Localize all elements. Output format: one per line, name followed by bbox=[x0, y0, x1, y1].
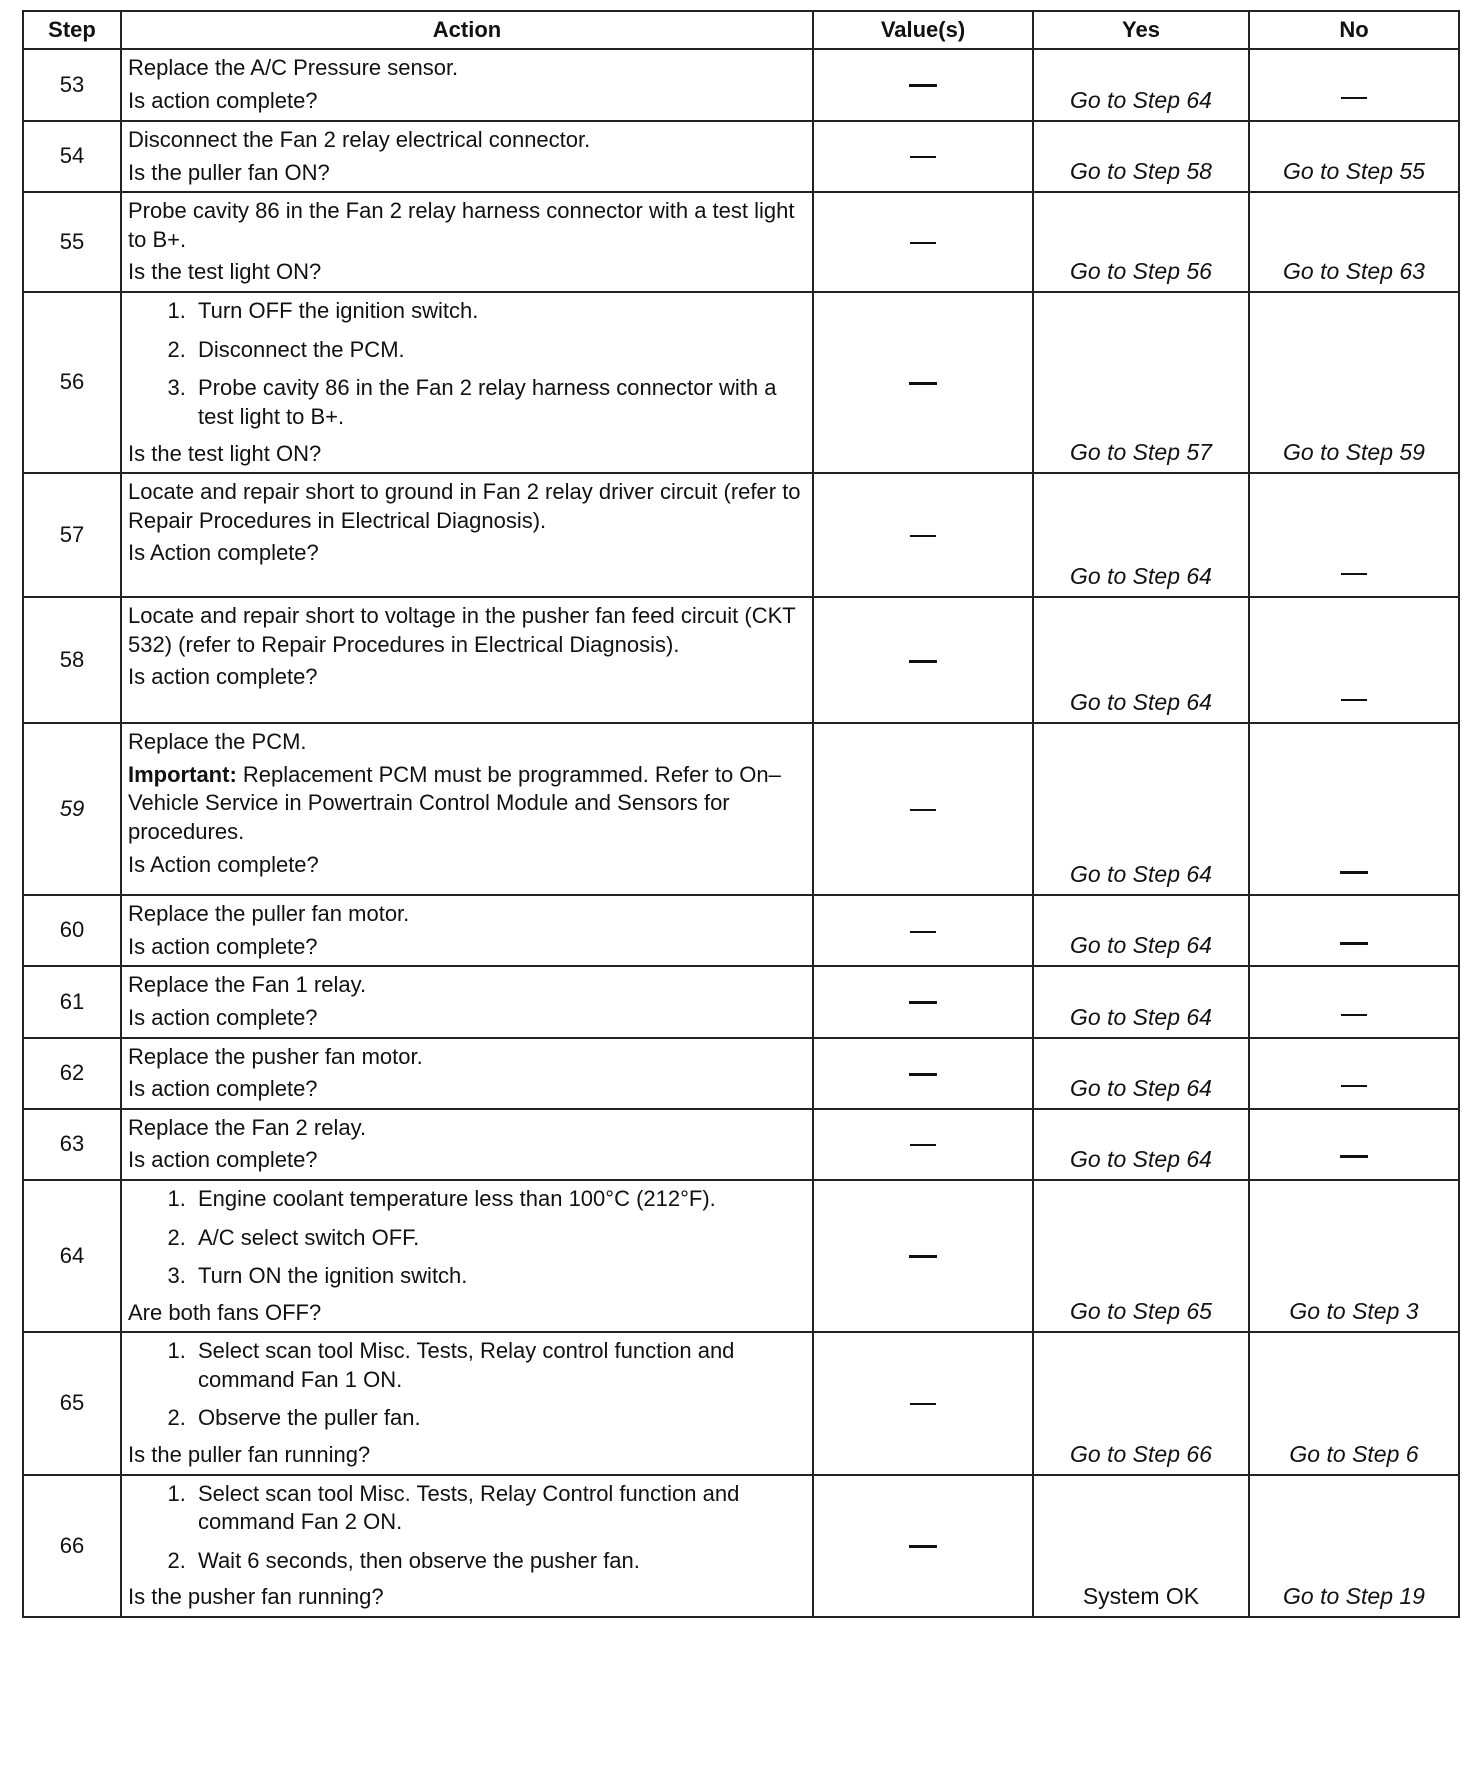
dash-mark bbox=[1341, 97, 1367, 99]
value-cell bbox=[813, 895, 1033, 966]
dash-mark bbox=[1341, 699, 1367, 701]
no-cell bbox=[1249, 1109, 1459, 1180]
question-text: Is action complete? bbox=[128, 1147, 318, 1173]
step-number: 55 bbox=[23, 192, 121, 292]
dash-mark bbox=[910, 242, 936, 244]
step-number: 65 bbox=[23, 1332, 121, 1474]
action-cell bbox=[121, 49, 813, 121]
step-number: 64 bbox=[23, 1180, 121, 1332]
table-row bbox=[23, 597, 1459, 723]
yes-cell: System OK bbox=[1033, 1475, 1249, 1617]
action-cell bbox=[121, 292, 813, 473]
step-number: 66 bbox=[23, 1475, 121, 1617]
value-cell bbox=[813, 1332, 1033, 1474]
action-cell bbox=[121, 723, 813, 895]
question-text: Is the puller fan ON? bbox=[128, 159, 330, 185]
dash-mark bbox=[910, 1144, 936, 1146]
substep-item: 3. Turn ON the ignition switch. bbox=[192, 1262, 806, 1291]
no-cell bbox=[1249, 49, 1459, 121]
dash-mark bbox=[1340, 942, 1368, 945]
value-cell bbox=[813, 49, 1033, 121]
yes-cell: Go to Step 58 bbox=[1033, 121, 1249, 192]
step-number: 54 bbox=[23, 121, 121, 192]
value-cell bbox=[813, 192, 1033, 292]
no-cell bbox=[1249, 723, 1459, 895]
action-cell bbox=[121, 121, 813, 192]
important-text: Replacement PCM must be programmed. Refer to On–Vehicle Service in Powertrain Control Module and Sensors for procedures. bbox=[128, 761, 781, 844]
dash-mark bbox=[909, 1001, 937, 1004]
table-row bbox=[23, 49, 1459, 121]
value-cell bbox=[813, 597, 1033, 723]
step-number: 63 bbox=[23, 1109, 121, 1180]
no-cell: Go to Step 63 bbox=[1249, 192, 1459, 292]
action-text: Replace the pusher fan motor. bbox=[128, 1043, 423, 1069]
no-cell: Go to Step 3 bbox=[1249, 1180, 1459, 1332]
dash-mark bbox=[909, 1255, 937, 1258]
action-cell bbox=[121, 1180, 813, 1332]
table-row bbox=[23, 192, 1459, 292]
step-number: 61 bbox=[23, 966, 121, 1037]
substep-item: 2. Disconnect the PCM. bbox=[192, 336, 806, 365]
step-number: 58 bbox=[23, 597, 121, 723]
action-cell bbox=[121, 192, 813, 292]
substep-list bbox=[128, 1185, 806, 1293]
value-cell bbox=[813, 966, 1033, 1037]
action-text: Replace the Fan 2 relay. bbox=[128, 1114, 367, 1140]
table-row bbox=[23, 895, 1459, 966]
step-number: 62 bbox=[23, 1038, 121, 1109]
value-cell bbox=[813, 1180, 1033, 1332]
question-text: Are both fans OFF? bbox=[128, 1299, 322, 1325]
table-row bbox=[23, 1332, 1459, 1474]
action-cell bbox=[121, 1038, 813, 1109]
yes-cell: Go to Step 64 bbox=[1033, 597, 1249, 723]
substep-item: 2. Observe the puller fan. bbox=[192, 1404, 806, 1433]
value-cell bbox=[813, 473, 1033, 597]
action-text: Probe cavity 86 in the Fan 2 relay harness connector with a test light to B+. bbox=[128, 198, 795, 252]
step-number: 53 bbox=[23, 49, 121, 121]
action-cell bbox=[121, 473, 813, 597]
dash-mark bbox=[910, 156, 936, 158]
dash-mark bbox=[909, 1545, 937, 1548]
action-text: Replace the Fan 1 relay. bbox=[128, 972, 367, 998]
dash-mark bbox=[910, 809, 936, 811]
dash-mark bbox=[1341, 573, 1367, 575]
yes-cell: Go to Step 56 bbox=[1033, 192, 1249, 292]
important-label: Important: bbox=[128, 761, 237, 787]
table-row bbox=[23, 1109, 1459, 1180]
question-text: Is Action complete? bbox=[128, 540, 319, 566]
question-text: Is action complete? bbox=[128, 1076, 318, 1102]
dash-mark bbox=[909, 660, 937, 663]
substep-list bbox=[128, 1480, 806, 1578]
table-row bbox=[23, 1180, 1459, 1332]
no-cell bbox=[1249, 1038, 1459, 1109]
value-cell bbox=[813, 1475, 1033, 1617]
question-text: Is the test light ON? bbox=[128, 259, 322, 285]
header-values: Value(s) bbox=[813, 11, 1033, 49]
yes-cell: Go to Step 64 bbox=[1033, 1038, 1249, 1109]
table-row bbox=[23, 1475, 1459, 1617]
yes-cell: Go to Step 65 bbox=[1033, 1180, 1249, 1332]
no-cell: Go to Step 19 bbox=[1249, 1475, 1459, 1617]
table-row bbox=[23, 723, 1459, 895]
dash-mark bbox=[909, 1073, 937, 1076]
question-text: Is the puller fan running? bbox=[128, 1442, 371, 1468]
yes-cell: Go to Step 66 bbox=[1033, 1332, 1249, 1474]
dash-mark bbox=[909, 84, 937, 87]
action-cell bbox=[121, 1109, 813, 1180]
no-cell: Go to Step 6 bbox=[1249, 1332, 1459, 1474]
action-cell bbox=[121, 597, 813, 723]
yes-cell: Go to Step 64 bbox=[1033, 473, 1249, 597]
substep-item: 1. Select scan tool Misc. Tests, Relay Control function and command Fan 2 ON. bbox=[192, 1480, 806, 1537]
table-row bbox=[23, 121, 1459, 192]
table-row bbox=[23, 473, 1459, 597]
substep-item: 1. Select scan tool Misc. Tests, Relay control function and command Fan 1 ON. bbox=[192, 1337, 806, 1394]
yes-cell: Go to Step 64 bbox=[1033, 966, 1249, 1037]
no-cell bbox=[1249, 895, 1459, 966]
step-number: 60 bbox=[23, 895, 121, 966]
important-note bbox=[128, 761, 806, 847]
action-text: Locate and repair short to ground in Fan 2 relay driver circuit (refer to Repair Procedures in Electrical Diagnosis). bbox=[128, 479, 801, 533]
substep-item: 3. Probe cavity 86 in the Fan 2 relay harness connector with a test light to B+. bbox=[192, 374, 806, 431]
action-cell bbox=[121, 1332, 813, 1474]
header-yes: Yes bbox=[1033, 11, 1249, 49]
header-action: Action bbox=[121, 11, 813, 49]
question-text: Is the test light ON? bbox=[128, 440, 322, 466]
dash-mark bbox=[910, 535, 936, 537]
dash-mark bbox=[910, 1403, 936, 1405]
dash-mark bbox=[909, 382, 937, 385]
dash-mark bbox=[1341, 1014, 1367, 1016]
action-text: Disconnect the Fan 2 relay electrical connector. bbox=[128, 127, 591, 152]
value-cell bbox=[813, 723, 1033, 895]
substep-item: 2. Wait 6 seconds, then observe the pusher fan. bbox=[192, 1547, 806, 1576]
question-text: Is action complete? bbox=[128, 87, 318, 113]
question-text: Is action complete? bbox=[128, 664, 318, 690]
action-text: Replace the PCM. bbox=[128, 729, 307, 755]
dash-mark bbox=[1340, 1155, 1368, 1158]
yes-cell: Go to Step 57 bbox=[1033, 292, 1249, 473]
table-row bbox=[23, 1038, 1459, 1109]
value-cell bbox=[813, 1038, 1033, 1109]
no-cell bbox=[1249, 473, 1459, 597]
action-text: Replace the A/C Pressure sensor. bbox=[128, 55, 459, 80]
table-row bbox=[23, 292, 1459, 473]
question-text: Is Action complete? bbox=[128, 851, 319, 877]
step-number: 59 bbox=[23, 723, 121, 895]
value-cell bbox=[813, 292, 1033, 473]
action-cell bbox=[121, 895, 813, 966]
dash-mark bbox=[1340, 871, 1368, 874]
substep-item: 1. Engine coolant temperature less than 100°C (212°F). bbox=[192, 1185, 806, 1214]
header-row bbox=[23, 11, 1459, 49]
value-cell bbox=[813, 121, 1033, 192]
header-no: No bbox=[1249, 11, 1459, 49]
no-cell bbox=[1249, 597, 1459, 723]
substep-list bbox=[128, 1337, 806, 1435]
yes-cell: Go to Step 64 bbox=[1033, 1109, 1249, 1180]
value-cell bbox=[813, 1109, 1033, 1180]
question-text: Is action complete? bbox=[128, 933, 318, 959]
no-cell: Go to Step 55 bbox=[1249, 121, 1459, 192]
dash-mark bbox=[910, 931, 936, 933]
action-text: Replace the puller fan motor. bbox=[128, 901, 410, 927]
action-cell bbox=[121, 1475, 813, 1617]
yes-cell: Go to Step 64 bbox=[1033, 723, 1249, 895]
question-text: Is the pusher fan running? bbox=[128, 1584, 384, 1610]
step-number: 56 bbox=[23, 292, 121, 473]
substep-item: 1. Turn OFF the ignition switch. bbox=[192, 297, 806, 326]
no-cell: Go to Step 59 bbox=[1249, 292, 1459, 473]
yes-cell: Go to Step 64 bbox=[1033, 895, 1249, 966]
substep-list bbox=[128, 297, 806, 433]
header-step: Step bbox=[23, 11, 121, 49]
substep-item: 2. A/C select switch OFF. bbox=[192, 1224, 806, 1253]
yes-cell: Go to Step 64 bbox=[1033, 49, 1249, 121]
no-cell bbox=[1249, 966, 1459, 1037]
question-text: Is action complete? bbox=[128, 1004, 318, 1030]
table-row bbox=[23, 966, 1459, 1037]
action-cell bbox=[121, 966, 813, 1037]
dash-mark bbox=[1341, 1085, 1367, 1087]
action-text: Locate and repair short to voltage in the pusher fan feed circuit (CKT 532) (refer to Repair Procedures in Electrical Diagnosis). bbox=[128, 603, 796, 657]
diagnostic-table bbox=[22, 10, 1460, 1618]
step-number: 57 bbox=[23, 473, 121, 597]
